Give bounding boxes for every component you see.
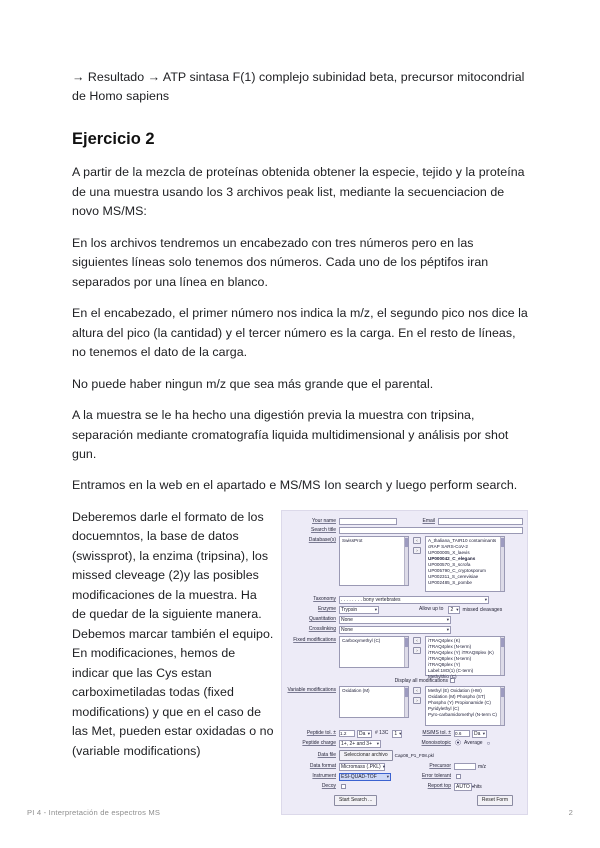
data-file-label: Data file — [317, 751, 336, 758]
section-heading: Ejercicio 2 — [72, 129, 155, 148]
taxonomy-select[interactable]: . . . . . . . . bony vertebrates ▾ — [341, 596, 487, 603]
msms-tol-label: MS/MS tol. ± — [422, 730, 451, 737]
variable-mod-option: Oxidation (M) — [428, 693, 456, 699]
variable-mod-selected: Oxidation (M) — [342, 687, 370, 693]
paragraph: No puede haber ningun m/z que sea más grande que el parental. — [72, 376, 434, 391]
dropdown-arrow-icon: ▾ — [446, 626, 449, 632]
missed-cleavages-select[interactable]: 2 ▾ — [450, 606, 459, 613]
database-selected: SwissProt — [342, 537, 363, 543]
variable-mod-option: Propionamide (C) — [454, 699, 491, 705]
paragraph: En el encabezado, el primer número nos indica la m/z, el segundo pico nos dice la altura del pico (la cantidad) y el tercer número es la carga. En el resto de líneas, no tenemos el dato de la carga. — [72, 306, 528, 360]
database-option: UP000042_C_elegans — [428, 555, 476, 561]
choose-file-button[interactable]: Seleccionar archivo — [339, 750, 393, 761]
sidenote-text: Deberemos darle el formato de los docuemntos, la base de datos (swissprot), la enzima (tripsina), los missed cleveage (2)y las posibles modificaciones de la muestra. Ha de quedar de la siguiente manera. Debemos marcar también el equipo. En modificaciones, hemos de indicar que las Cys estan carboximetiladas todas (fixed modifications) y que en el caso de las Met, pueden estar oxidadas o no (variable modifications) — [72, 509, 274, 758]
display-all-mods-label: Display all modifications — [394, 677, 448, 684]
transfer-buttons — [413, 536, 421, 556]
error-tolerant-label: Error tolerant — [421, 773, 451, 780]
c13-label: # 13C — [375, 730, 389, 737]
transfer-buttons — [413, 636, 421, 656]
fixed-mod-option: iTRAQ8plex (Y) — [428, 661, 461, 667]
search-title-input[interactable] — [339, 527, 523, 534]
scrollbar[interactable] — [500, 637, 505, 675]
footer-page-number: 2 — [568, 808, 573, 817]
email-input[interactable] — [438, 518, 523, 525]
transfer-left-button[interactable]: ‹ — [413, 637, 421, 644]
variable-mods-selected-listbox[interactable] — [339, 686, 409, 718]
missed-cleavages-suffix: missed cleavages — [462, 606, 503, 613]
data-format-label: Data format — [309, 763, 336, 770]
variable-mods-label: Variable modifications — [287, 686, 336, 693]
reset-form-button[interactable]: Reset Form — [477, 795, 513, 806]
two-column-section — [72, 508, 528, 815]
database-option: UP002485_S_pombe — [428, 579, 472, 585]
variable-mod-option: Pyro-carbamidomethyl (N-term C) — [428, 711, 497, 717]
your-name-input[interactable] — [339, 518, 397, 525]
dropdown-arrow-icon: ▾ — [376, 740, 379, 746]
fixed-mod-option: iTRAQ4plex (N-term) — [428, 643, 472, 649]
mascot-form-screenshot — [281, 510, 528, 815]
decoy-label: Decoy — [321, 783, 336, 790]
peptide-charge-select[interactable]: 1+, 2+ and 3+ ▾ — [341, 740, 379, 747]
dropdown-arrow-icon: ▾ — [399, 730, 402, 736]
transfer-buttons — [413, 686, 421, 706]
transfer-right-button[interactable]: › — [413, 547, 421, 554]
peptide-tol-label: Peptide tol. ± — [306, 730, 336, 737]
report-top-label: Report top — [427, 783, 451, 790]
email-label: Email — [422, 517, 435, 524]
quantitation-select[interactable]: None ▾ — [341, 616, 449, 623]
fixed-mod-option: Methylthio (C) — [428, 673, 457, 679]
c13-select[interactable]: 1 ▾ — [394, 730, 402, 737]
paragraph: Entramos en la web en el apartado e MS/MS Ion search y luego perform search. — [72, 478, 518, 493]
transfer-right-button[interactable]: › — [413, 697, 421, 704]
database-option: UP002311_S_cerevisiae — [428, 573, 479, 579]
taxonomy-label: Taxonomy — [313, 596, 336, 603]
dropdown-arrow-icon: ▾ — [456, 606, 459, 612]
report-top-select[interactable]: AUTO ▾ — [456, 783, 475, 790]
result-line: → Resultado → ATP sintasa F(1) complejo subinidad beta, precursor mitocondrial de Homo sapiens — [72, 70, 525, 104]
paragraph: A partir de la mezcla de proteínas obtenida obtener la especie, tejido y la proteína de una muestra usando los 3 archivos peak list, mediante la secuenciacion de novo MS/MS: — [72, 165, 525, 219]
databases-selected-listbox[interactable] — [339, 536, 409, 586]
dropdown-arrow-icon: ▾ — [367, 730, 370, 736]
msms-tol-input[interactable]: 0.6 — [454, 730, 470, 737]
your-name-label: Your name — [312, 517, 336, 524]
fixed-mod-option: Label:18O(1) (C-term) — [428, 667, 474, 673]
enzyme-select[interactable]: Trypsin ▾ — [341, 606, 377, 613]
fixed-mods-options-listbox[interactable] — [425, 636, 505, 679]
dropdown-arrow-icon: ▾ — [386, 773, 389, 779]
transfer-left-button[interactable]: ‹ — [413, 687, 421, 694]
instrument-label: Instrument — [312, 773, 336, 780]
variable-mod-option: Oxidation (HW) — [450, 687, 482, 693]
decoy-checkbox[interactable] — [341, 784, 346, 789]
fixed-mods-label: Fixed modifications — [293, 636, 336, 643]
scrollbar[interactable] — [404, 637, 409, 667]
quantitation-label: Quantitation — [309, 616, 336, 623]
transfer-left-button[interactable]: ‹ — [413, 537, 421, 544]
footer-title: PI 4 - Interpretación de espectros MS — [27, 808, 161, 817]
average-label: Average — [464, 740, 483, 747]
error-tolerant-checkbox[interactable] — [456, 774, 461, 779]
precursor-label: Precursor — [429, 763, 451, 770]
mascot-search-form — [281, 510, 528, 815]
dropdown-arrow-icon: ▾ — [446, 616, 449, 622]
paragraph: A la muestra se le ha hecho una digestión previa la muestra con tripsina, separación mediante cromatografía liquida multidimensional y análisis por shot gun. — [72, 408, 509, 461]
databases-options-listbox[interactable] — [425, 536, 505, 592]
dropdown-arrow-icon: ▾ — [484, 596, 487, 602]
variable-mod-option: Methyl (E) — [428, 687, 449, 693]
enzyme-label: Enzyme — [317, 606, 336, 613]
search-title-label: Search title — [310, 526, 336, 533]
database-option: contaminants — [468, 537, 497, 543]
fixed-mod-option: iTRAQ4plex (K) — [428, 637, 461, 643]
variable-mods-options-listbox[interactable] — [425, 686, 505, 726]
monoisotopic-label: Monoisotopic — [421, 740, 451, 747]
page-footer — [27, 808, 573, 817]
average-radio[interactable]: ○ — [486, 740, 491, 747]
fixed-mod-option: iTRAQ4plex (Y) — [428, 649, 461, 655]
fixed-mod-selected: Carboxymethyl (C) — [342, 637, 381, 643]
peptide-charge-label: Peptide charge — [302, 740, 336, 747]
database-option: UP005790_C_cryptosporum — [428, 567, 486, 573]
databases-label: Database(s) — [308, 536, 336, 543]
database-option: A_thaliana_TAIR10 — [428, 537, 468, 543]
instrument-select[interactable]: ESI-QUAD-TOF ▾ — [341, 773, 389, 780]
database-option: SARS-CoV-2 — [441, 543, 468, 549]
peptide-tol-unit-select[interactable]: Da ▾ — [359, 730, 370, 737]
start-search-button[interactable]: Start Search ... — [334, 795, 377, 806]
fixed-mod-option: iTRAQ8plex (K) — [461, 649, 494, 655]
fixed-mods-selected-listbox[interactable] — [339, 636, 409, 668]
precursor-unit: m/z — [478, 763, 487, 770]
variable-mod-option: Phospho (ST) — [456, 693, 486, 699]
precursor-input[interactable] — [454, 763, 476, 770]
transfer-right-button[interactable]: › — [413, 647, 421, 654]
scrollbar[interactable] — [404, 537, 409, 585]
scrollbar[interactable] — [500, 687, 505, 725]
fixed-mod-option: iTRAQ8plex (N-term) — [428, 655, 472, 661]
crosslinking-select[interactable]: None ▾ — [341, 626, 449, 633]
dropdown-arrow-icon: ▾ — [374, 606, 377, 612]
data-file-name: Cap08_P1_F08.pkl — [394, 752, 434, 758]
peptide-tol-input[interactable]: 1.2 — [339, 730, 355, 737]
paragraph: En los archivos tendremos un encabezado con tres números pero en las siguientes líneas solo tenemos dos números. Cada uno de los péptifos iran separados por una línea en blanco. — [72, 235, 489, 289]
variable-mod-option: Pyridylethyl (C) — [428, 705, 460, 711]
database-option: UP000570_S_scrofa — [428, 561, 471, 567]
dropdown-arrow-icon: ▾ — [482, 730, 485, 736]
database-option: cRAP — [428, 543, 440, 549]
dropdown-arrow-icon: ▾ — [382, 763, 385, 769]
msms-tol-unit-select[interactable]: Da ▾ — [474, 730, 485, 737]
dropdown-arrow-icon: ▾ — [471, 783, 475, 789]
monoisotopic-radio[interactable]: ⦿ — [455, 740, 462, 747]
database-option: UP000005_X_laevis — [428, 549, 470, 555]
variable-mod-option: Phospho (Y) — [428, 699, 454, 705]
data-format-select[interactable]: Micromass (.PKL) ▾ — [341, 763, 385, 770]
allow-up-to-label: Allow up to — [419, 606, 444, 613]
scrollbar[interactable] — [404, 687, 409, 717]
scrollbar[interactable] — [500, 537, 505, 591]
report-top-suffix: hits — [474, 783, 482, 790]
crosslinking-label: Crosslinking — [308, 626, 336, 633]
